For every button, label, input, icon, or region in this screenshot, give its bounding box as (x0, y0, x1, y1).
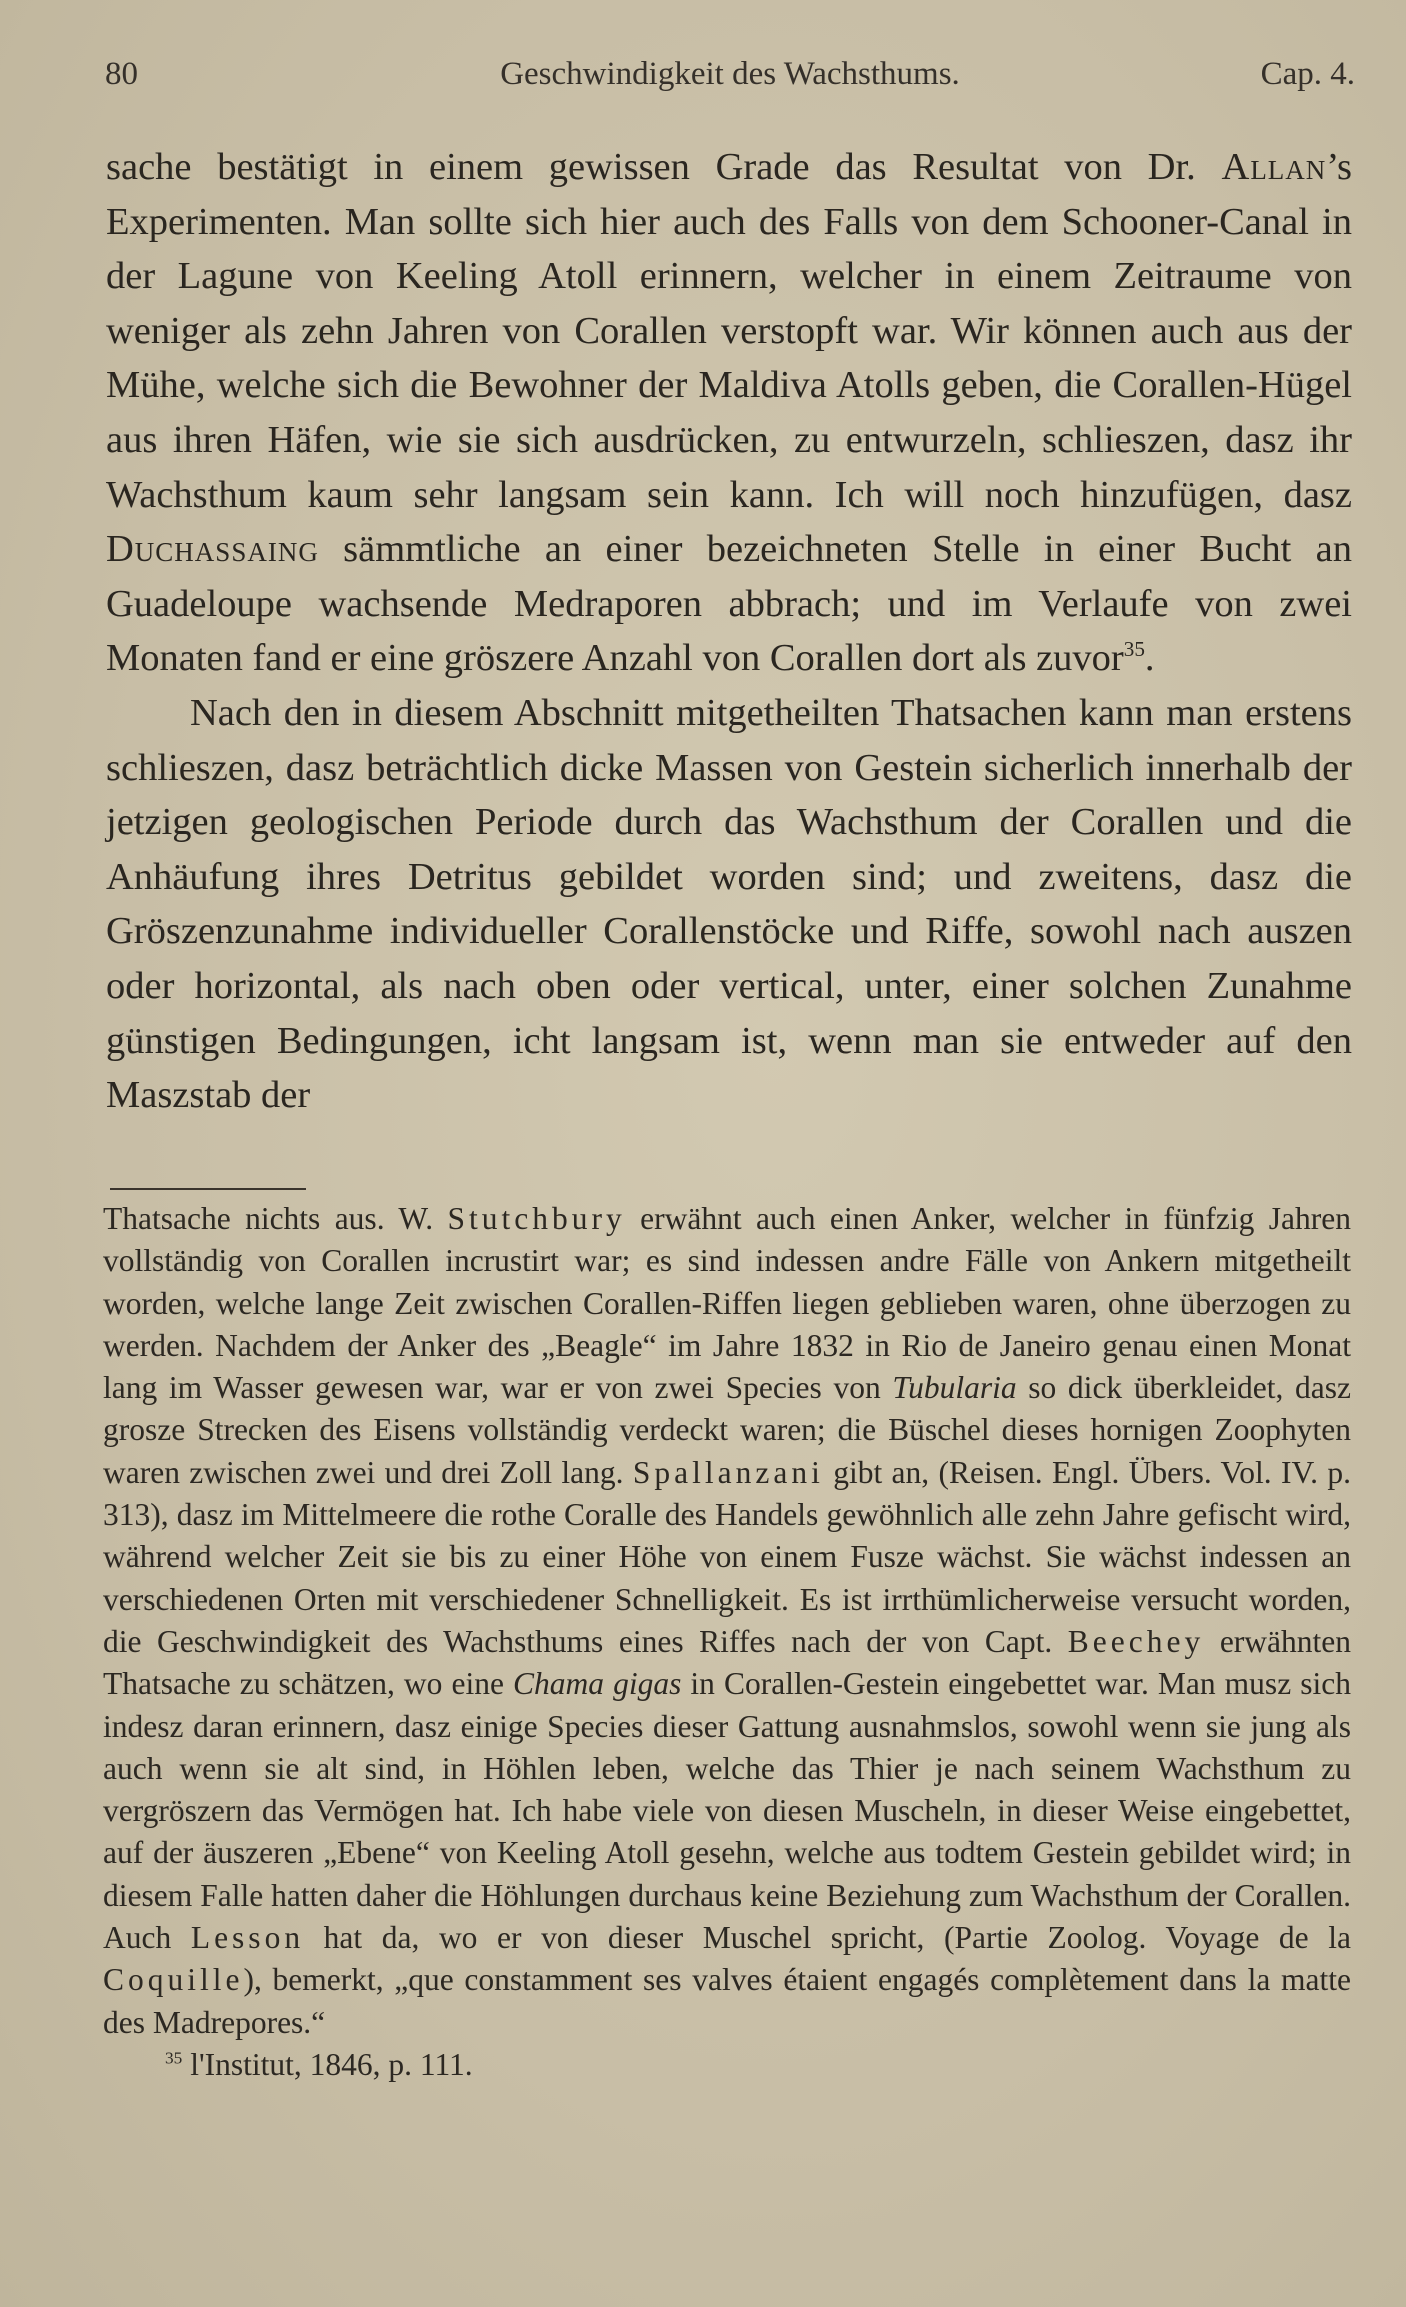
page-number: 80 (105, 56, 138, 92)
footnote-continued: Thatsache nichts aus. W. Stutchbury erwähnt auch einen Anker, welcher in fünfzig Jahren vollständig von Corallen incrustirt war; es sind indessen andre Fälle von Ankern mitgetheilt worden, welche lange Zeit zwischen Corallen-Riffen liegen geblieben waren, ohne überzogen zu werden. Nachdem der Anker des „Beagle“ im Jahre 1832 in Rio de Janeiro genau einen Monat lang im Wasser gewesen war, war er von zwei Species von Tubularia so dick überkleidet, dasz grosze Strecken des Eisens vollständig verdeckt waren; die Büschel dieses hornigen Zoophyten waren zwischen zwei und drei Zoll lang. Spallanzani gibt an, (Reisen. Engl. Übers. Vol. IV. p. 313), dasz im Mittelmeere die rothe Coralle des Handels gewöhnlich alle zehn Jahre gefischt wird, während welcher Zeit sie bis zu einer Höhe von einem Fusze wächst. Sie wächst indessen an verschiedenen Orten mit verschiedener Schnelligkeit. Es ist irrthümlicherweise versucht worden, die Geschwindigkeit des Wachsthums eines Riffes nach der von Capt. Beechey erwähnten Thatsache zu schätzen, wo eine Chama gigas in Corallen-Gestein eingebettet war. Man musz sich indesz daran erinnern, dasz einige Species dieser Gattung ausnahmslos, sowohl wenn sie jung als auch wenn sie alt sind, in Höhlen leben, welche das Thier je nach seinem Wachsthum zu vergröszern das Vermögen hat. Ich habe viele von diesen Muscheln, in dieser Weise eingebettet, auf der äuszeren „Ebene“ von Keeling Atoll gesehn, welche aus todtem Gestein gebildet wird; in diesem Falle hatten daher die Höhlungen durchaus keine Beziehung zum Wachsthum der Corallen. Auch Lesson hat da, wo er von dieser Muschel spricht, (Partie Zoolog. Voyage de la Coquille), bemerkt, „que constamment ses valves étaient engagés complètement dans la matte des Madrepores.“ (103, 1201, 1351, 2040)
running-header (105, 56, 1355, 100)
running-title: Geschwindigkeit des Wachsthums. (500, 56, 960, 92)
footnote-35: $^{35}$ l'Institut, 1846, p. 111. (165, 2046, 473, 2082)
chapter-label: Cap. 4. (1260, 56, 1355, 92)
author-name-beechey: Beechey (1067, 1623, 1205, 1659)
author-name-allan: Allan (1221, 146, 1327, 188)
footnote-number-35: 35 (165, 2048, 183, 2068)
footnotes (103, 1198, 1351, 2086)
footnote-divider (110, 1188, 306, 1190)
author-name-stutchbury: Stutchbury (447, 1201, 626, 1236)
author-name-duchassaing: Duchassaing (106, 528, 319, 571)
taxon-tubularia: Tubularia (892, 1370, 1017, 1406)
taxon-chama-gigas: Chama gigas (513, 1666, 682, 1702)
author-name-spallanzani: Spallanzani (632, 1454, 824, 1490)
footnote-ref-35[interactable]: 35 (1123, 637, 1145, 662)
paragraph-2: Nach den in diesem Abschnitt mitgetheilten Thatsachen kann man erstens schlieszen, dasz beträchtlich dicke Massen von Gestein sicherlich innerhalb der jetzigen geologischen Periode durch das Wachsthum der Corallen und die Anhäufung ihres Detritus gebildet worden sind; und zweitens, dasz die Gröszenzunahme individueller Corallenstöcke und Riffe, sowohl nach auszen oder horizontal, als nach oben oder vertical, unter, einer solchen Zunahme günstigen Bedingungen, icht langsam ist, wenn man sie entweder auf den Maszstab der (106, 691, 1352, 1117)
main-text (106, 140, 1352, 1123)
paragraph-1: sache bestätigt in einem gewissen Grade das Resultat von Dr. Allan’s Experimenten. Man sollte sich hier auch des Falls von dem Schooner-Canal in der Lagune von Keeling Atoll erinnern, welcher in einem Zeitraume von weniger als zehn Jahren von Corallen verstopft war. Wir können auch aus der Mühe, welche sich die Bewohner der Maldiva Atolls geben, die Corallen-Hügel aus ihren Häfen, wie sie sich ausdrücken, zu entwurzeln, schlieszen, dasz ihr Wachsthum kaum sehr langsam sein kann. Ich will noch hinzufügen, dasz Duchassaing sämmtliche an einer bezeichneten Stelle in einer Bucht an Guadeloupe wachsende Medraporen abbrach; und im Verlaufe von zwei Monaten fand er eine gröszere Anzahl von Corallen dort als zuvor$^{35}$. (106, 146, 1352, 680)
author-name-lesson: Lesson (190, 1920, 305, 1956)
ship-name-coquille: Coquille (103, 1962, 244, 1998)
